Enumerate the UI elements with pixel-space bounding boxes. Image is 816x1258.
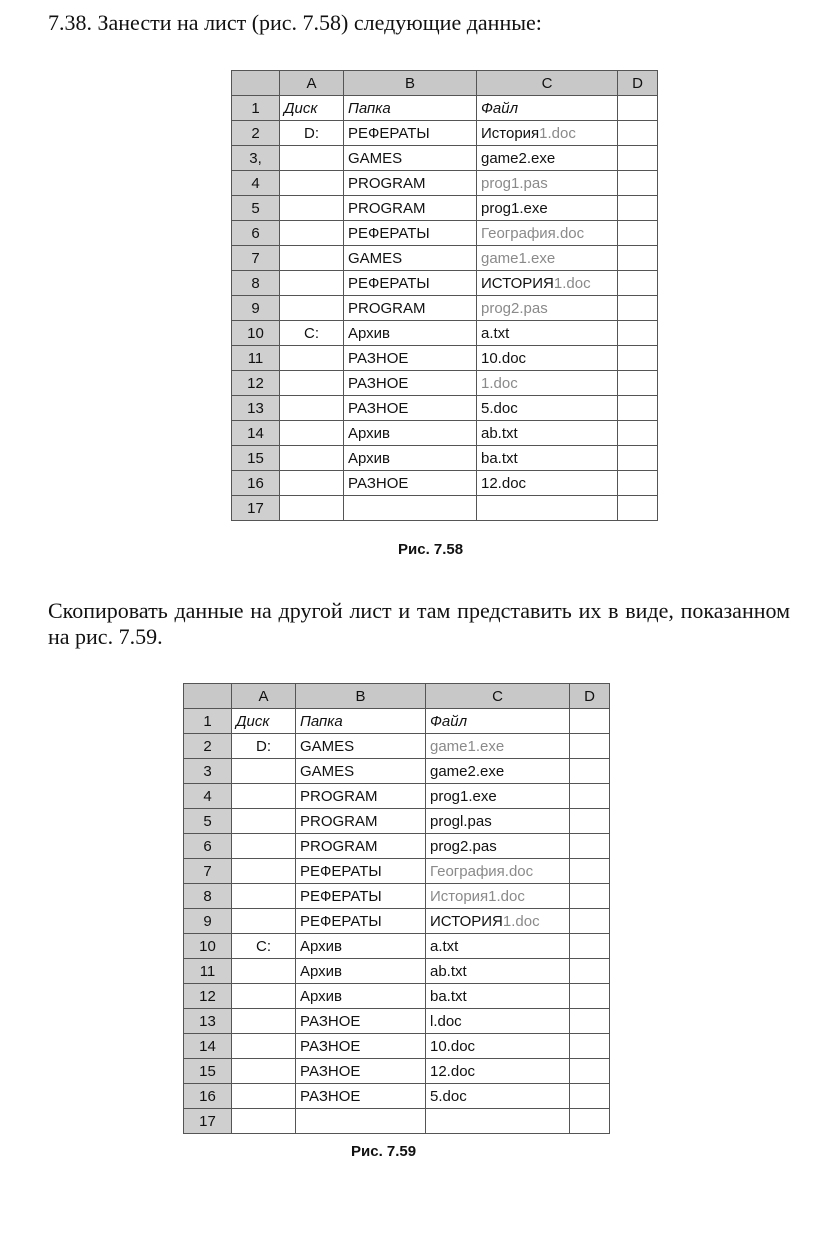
file-suffix: 1.doc bbox=[539, 124, 576, 142]
corner-cell bbox=[232, 71, 280, 96]
cell-folder: Архив bbox=[296, 959, 426, 984]
table-row bbox=[184, 909, 610, 934]
cell-file bbox=[426, 834, 570, 859]
row-number: 2 bbox=[232, 121, 280, 146]
file-name: prog1.exe bbox=[430, 787, 497, 805]
cell-file bbox=[426, 884, 570, 909]
row-number: 16 bbox=[184, 1084, 232, 1109]
cell-d bbox=[570, 909, 610, 934]
cell-folder: РАЗНОЕ bbox=[344, 396, 477, 421]
cell-disk bbox=[280, 146, 344, 171]
cell-file bbox=[477, 146, 618, 171]
cell-d bbox=[570, 1084, 610, 1109]
row-number: 1 bbox=[232, 96, 280, 121]
row-number: 8 bbox=[232, 271, 280, 296]
cell-file bbox=[426, 1034, 570, 1059]
row-number: 3, bbox=[232, 146, 280, 171]
file-name: prog2.pas bbox=[430, 837, 497, 855]
cell-folder: GAMES bbox=[296, 734, 426, 759]
cell-d bbox=[618, 171, 658, 196]
column-header-b: B bbox=[296, 684, 426, 709]
cell-d bbox=[618, 446, 658, 471]
file-suffix: 1.doc bbox=[553, 274, 591, 292]
cell-d bbox=[618, 496, 658, 521]
cell-file bbox=[426, 1084, 570, 1109]
cell-file bbox=[477, 421, 618, 446]
cell-folder bbox=[296, 1109, 426, 1134]
cell-disk bbox=[280, 371, 344, 396]
row-number: 14 bbox=[232, 421, 280, 446]
file-name-gray: game1.exe bbox=[481, 249, 556, 267]
row-number: 6 bbox=[232, 221, 280, 246]
file-name: ИСТОРИЯ bbox=[481, 274, 554, 292]
cell-d bbox=[618, 346, 658, 371]
table-row bbox=[184, 934, 610, 959]
table-row bbox=[232, 346, 658, 371]
cell-d bbox=[618, 371, 658, 396]
cell-d bbox=[570, 1059, 610, 1084]
column-header-row bbox=[184, 684, 610, 709]
cell-disk bbox=[280, 471, 344, 496]
cell-file bbox=[426, 1109, 570, 1134]
table-row bbox=[184, 884, 610, 909]
cell-file bbox=[477, 346, 618, 371]
cell-d bbox=[570, 959, 610, 984]
cell-file bbox=[477, 246, 618, 271]
cell-file bbox=[477, 171, 618, 196]
cell-folder: РАЗНОЕ bbox=[296, 1059, 426, 1084]
cell-folder: PROGRAM bbox=[296, 784, 426, 809]
table-row bbox=[184, 1084, 610, 1109]
cell-file bbox=[426, 759, 570, 784]
row-number: 13 bbox=[184, 1009, 232, 1034]
table-row bbox=[184, 959, 610, 984]
cell-file bbox=[477, 296, 618, 321]
cell-disk bbox=[232, 834, 296, 859]
row-number: 13 bbox=[232, 396, 280, 421]
cell-folder: PROGRAM bbox=[344, 171, 477, 196]
file-suffix: 1.doc bbox=[502, 912, 540, 930]
header-row bbox=[184, 709, 610, 734]
cell-disk: D: bbox=[280, 121, 344, 146]
task-heading: 7.38. Занести на лист (рис. 7.58) следующие данные: bbox=[48, 10, 542, 35]
cell-d bbox=[618, 96, 658, 121]
row-number: 4 bbox=[184, 784, 232, 809]
cell-disk bbox=[280, 271, 344, 296]
cell-folder: РЕФЕРАТЫ bbox=[344, 271, 477, 296]
cell-file bbox=[477, 496, 618, 521]
table-row bbox=[232, 496, 658, 521]
row-number: 17 bbox=[184, 1109, 232, 1134]
cell-disk bbox=[280, 396, 344, 421]
cell-folder: PROGRAM bbox=[296, 809, 426, 834]
figure-caption-7-58: Рис. 7.58 bbox=[398, 541, 464, 558]
table-row bbox=[232, 396, 658, 421]
cell-folder: РЕФЕРАТЫ bbox=[296, 884, 426, 909]
cell-folder: РАЗНОЕ bbox=[344, 471, 477, 496]
cell-folder: GAMES bbox=[344, 146, 477, 171]
row-number: 1 bbox=[184, 709, 232, 734]
column-header-d: D bbox=[570, 684, 610, 709]
cell-disk bbox=[232, 884, 296, 909]
cell-d bbox=[618, 246, 658, 271]
cell-d bbox=[618, 146, 658, 171]
cell-folder: PROGRAM bbox=[296, 834, 426, 859]
cell-d bbox=[570, 709, 610, 734]
cell-file bbox=[426, 734, 570, 759]
cell-disk: C: bbox=[232, 934, 296, 959]
cell-d bbox=[570, 1109, 610, 1134]
file-name: progl.pas bbox=[430, 812, 492, 830]
table-row bbox=[232, 421, 658, 446]
row-number: 14 bbox=[184, 1034, 232, 1059]
cell-file bbox=[477, 396, 618, 421]
file-name: ba.txt bbox=[481, 449, 518, 467]
cell-folder: GAMES bbox=[296, 759, 426, 784]
cell-d bbox=[618, 121, 658, 146]
column-header-a: A bbox=[232, 684, 296, 709]
cell-file bbox=[477, 446, 618, 471]
table-row bbox=[184, 1009, 610, 1034]
file-name-gray: prog2.pas bbox=[481, 299, 548, 317]
cell-d bbox=[618, 221, 658, 246]
cell-disk bbox=[280, 296, 344, 321]
cell-d bbox=[570, 859, 610, 884]
cell-folder: РЕФЕРАТЫ bbox=[344, 121, 477, 146]
cell-folder: РЕФЕРАТЫ bbox=[296, 859, 426, 884]
cell-d bbox=[618, 396, 658, 421]
row-number: 15 bbox=[232, 446, 280, 471]
cell-file bbox=[477, 221, 618, 246]
corner-cell bbox=[184, 684, 232, 709]
file-name: a.txt bbox=[430, 937, 459, 955]
table-row bbox=[184, 1034, 610, 1059]
table-row bbox=[184, 1109, 610, 1134]
cell-folder: РЕФЕРАТЫ bbox=[296, 909, 426, 934]
row-number: 12 bbox=[184, 984, 232, 1009]
cell-file bbox=[477, 371, 618, 396]
cell-d bbox=[570, 934, 610, 959]
cell-disk bbox=[232, 759, 296, 784]
table-row bbox=[184, 759, 610, 784]
cell-folder: РАЗНОЕ bbox=[344, 346, 477, 371]
column-header-d: D bbox=[618, 71, 658, 96]
cell-folder: Архив bbox=[296, 934, 426, 959]
header-cell-file: Файл bbox=[426, 709, 570, 734]
file-name: 5.doc bbox=[430, 1087, 467, 1105]
cell-disk bbox=[232, 1009, 296, 1034]
row-number: 10 bbox=[184, 934, 232, 959]
cell-file bbox=[426, 784, 570, 809]
cell-disk bbox=[280, 421, 344, 446]
cell-file bbox=[426, 909, 570, 934]
table-row bbox=[232, 146, 658, 171]
figure-caption-7-59: Рис. 7.59 bbox=[351, 1143, 417, 1160]
cell-disk bbox=[280, 171, 344, 196]
cell-d bbox=[570, 809, 610, 834]
cell-folder: РАЗНОЕ bbox=[344, 371, 477, 396]
cell-d bbox=[570, 834, 610, 859]
table-row bbox=[184, 784, 610, 809]
row-number: 10 bbox=[232, 321, 280, 346]
cell-file bbox=[477, 196, 618, 221]
cell-d bbox=[570, 1034, 610, 1059]
cell-disk bbox=[232, 1059, 296, 1084]
column-header-a: A bbox=[280, 71, 344, 96]
cell-d bbox=[618, 471, 658, 496]
cell-disk bbox=[280, 496, 344, 521]
cell-folder: РАЗНОЕ bbox=[296, 1009, 426, 1034]
file-name: ba.txt bbox=[430, 987, 467, 1005]
table-row bbox=[232, 221, 658, 246]
file-name: 12.doc bbox=[430, 1062, 476, 1080]
row-number: 12 bbox=[232, 371, 280, 396]
cell-d bbox=[618, 271, 658, 296]
cell-disk bbox=[232, 1109, 296, 1134]
file-name: ИСТОРИЯ bbox=[430, 912, 503, 930]
cell-disk bbox=[280, 196, 344, 221]
header-cell-disk: Диск bbox=[280, 96, 344, 121]
header-cell-file: Файл bbox=[477, 96, 618, 121]
file-name: 10.doc bbox=[430, 1037, 476, 1055]
table-row bbox=[232, 121, 658, 146]
cell-disk bbox=[232, 784, 296, 809]
header-cell-folder: Папка bbox=[344, 96, 477, 121]
table-row bbox=[232, 246, 658, 271]
column-header-c: C bbox=[477, 71, 618, 96]
file-name-gray: География.doc bbox=[481, 224, 585, 242]
row-number: 2 bbox=[184, 734, 232, 759]
instruction-paragraph: Скопировать данные на другой лист и там представить их в виде, показанном на рис. 7.59. bbox=[48, 598, 790, 649]
cell-folder bbox=[344, 496, 477, 521]
cell-disk bbox=[280, 346, 344, 371]
row-number: 4 bbox=[232, 171, 280, 196]
cell-disk: C: bbox=[280, 321, 344, 346]
cell-folder: Архив bbox=[344, 421, 477, 446]
cell-file bbox=[426, 1009, 570, 1034]
row-number: 9 bbox=[232, 296, 280, 321]
cell-file bbox=[426, 934, 570, 959]
row-number: 6 bbox=[184, 834, 232, 859]
cell-file bbox=[426, 959, 570, 984]
row-number: 5 bbox=[184, 809, 232, 834]
row-number: 16 bbox=[232, 471, 280, 496]
row-number: 17 bbox=[232, 496, 280, 521]
table-row bbox=[184, 984, 610, 1009]
cell-d bbox=[618, 421, 658, 446]
cell-folder: Архив bbox=[344, 321, 477, 346]
cell-disk bbox=[280, 446, 344, 471]
cell-disk bbox=[232, 1034, 296, 1059]
cell-disk bbox=[232, 1084, 296, 1109]
cell-folder: РЕФЕРАТЫ bbox=[344, 221, 477, 246]
column-header-b: B bbox=[344, 71, 477, 96]
file-name-gray: 1.doc bbox=[481, 374, 518, 392]
cell-d bbox=[618, 321, 658, 346]
row-number: 3 bbox=[184, 759, 232, 784]
file-name: ab.txt bbox=[430, 962, 467, 980]
row-number: 5 bbox=[232, 196, 280, 221]
cell-file bbox=[477, 271, 618, 296]
cell-folder: GAMES bbox=[344, 246, 477, 271]
row-number: 7 bbox=[184, 859, 232, 884]
cell-folder: PROGRAM bbox=[344, 296, 477, 321]
spreadsheet-fig-7-58 bbox=[231, 70, 658, 521]
cell-d bbox=[570, 884, 610, 909]
row-number: 8 bbox=[184, 884, 232, 909]
table-row bbox=[184, 1059, 610, 1084]
cell-d bbox=[570, 984, 610, 1009]
cell-folder: РАЗНОЕ bbox=[296, 1034, 426, 1059]
file-name: 5.doc bbox=[481, 399, 518, 417]
cell-folder: PROGRAM bbox=[344, 196, 477, 221]
cell-d bbox=[618, 196, 658, 221]
row-number: 15 bbox=[184, 1059, 232, 1084]
row-number: 7 bbox=[232, 246, 280, 271]
header-cell-folder: Папка bbox=[296, 709, 426, 734]
file-name: 10.doc bbox=[481, 349, 527, 367]
table-row bbox=[232, 196, 658, 221]
table-row bbox=[232, 171, 658, 196]
file-name: 12.doc bbox=[481, 474, 527, 492]
file-name-gray: prog1.pas bbox=[481, 174, 548, 192]
table-row bbox=[232, 321, 658, 346]
table-row bbox=[184, 834, 610, 859]
table-row bbox=[232, 271, 658, 296]
cell-d bbox=[570, 1009, 610, 1034]
cell-d bbox=[570, 759, 610, 784]
table-row bbox=[232, 371, 658, 396]
cell-d bbox=[570, 734, 610, 759]
file-name: prog1.exe bbox=[481, 199, 548, 217]
cell-file bbox=[426, 1059, 570, 1084]
row-number: 11 bbox=[184, 959, 232, 984]
cell-disk: D: bbox=[232, 734, 296, 759]
cell-folder: РАЗНОЕ bbox=[296, 1084, 426, 1109]
cell-disk bbox=[232, 859, 296, 884]
table-row bbox=[184, 734, 610, 759]
row-number: 9 bbox=[184, 909, 232, 934]
file-name: game2.exe bbox=[481, 149, 556, 167]
cell-disk bbox=[280, 221, 344, 246]
table-row bbox=[232, 296, 658, 321]
cell-d bbox=[570, 784, 610, 809]
cell-disk bbox=[232, 984, 296, 1009]
file-name: История bbox=[481, 124, 540, 142]
file-name-gray: game1.exe bbox=[430, 737, 505, 755]
file-name: ab.txt bbox=[481, 424, 518, 442]
file-name-gray: География.doc bbox=[430, 862, 534, 880]
file-name-gray: История1.doc bbox=[430, 887, 525, 905]
cell-disk bbox=[280, 246, 344, 271]
table-row bbox=[232, 446, 658, 471]
file-name: a.txt bbox=[481, 324, 510, 342]
cell-file bbox=[477, 121, 618, 146]
table-row bbox=[184, 809, 610, 834]
table-row bbox=[184, 859, 610, 884]
file-name: game2.exe bbox=[430, 762, 505, 780]
cell-file bbox=[477, 471, 618, 496]
cell-d bbox=[618, 296, 658, 321]
row-number: 11 bbox=[232, 346, 280, 371]
cell-disk bbox=[232, 909, 296, 934]
cell-file bbox=[426, 809, 570, 834]
cell-file bbox=[426, 859, 570, 884]
spreadsheet-fig-7-59 bbox=[183, 683, 610, 1134]
header-row bbox=[232, 96, 658, 121]
column-header-row bbox=[232, 71, 658, 96]
cell-folder: Архив bbox=[344, 446, 477, 471]
cell-folder: Архив bbox=[296, 984, 426, 1009]
cell-file bbox=[426, 984, 570, 1009]
cell-file bbox=[477, 321, 618, 346]
column-header-c: C bbox=[426, 684, 570, 709]
table-row bbox=[232, 471, 658, 496]
cell-disk bbox=[232, 959, 296, 984]
file-name: l.doc bbox=[430, 1012, 462, 1030]
header-cell-disk: Диск bbox=[232, 709, 296, 734]
cell-disk bbox=[232, 809, 296, 834]
